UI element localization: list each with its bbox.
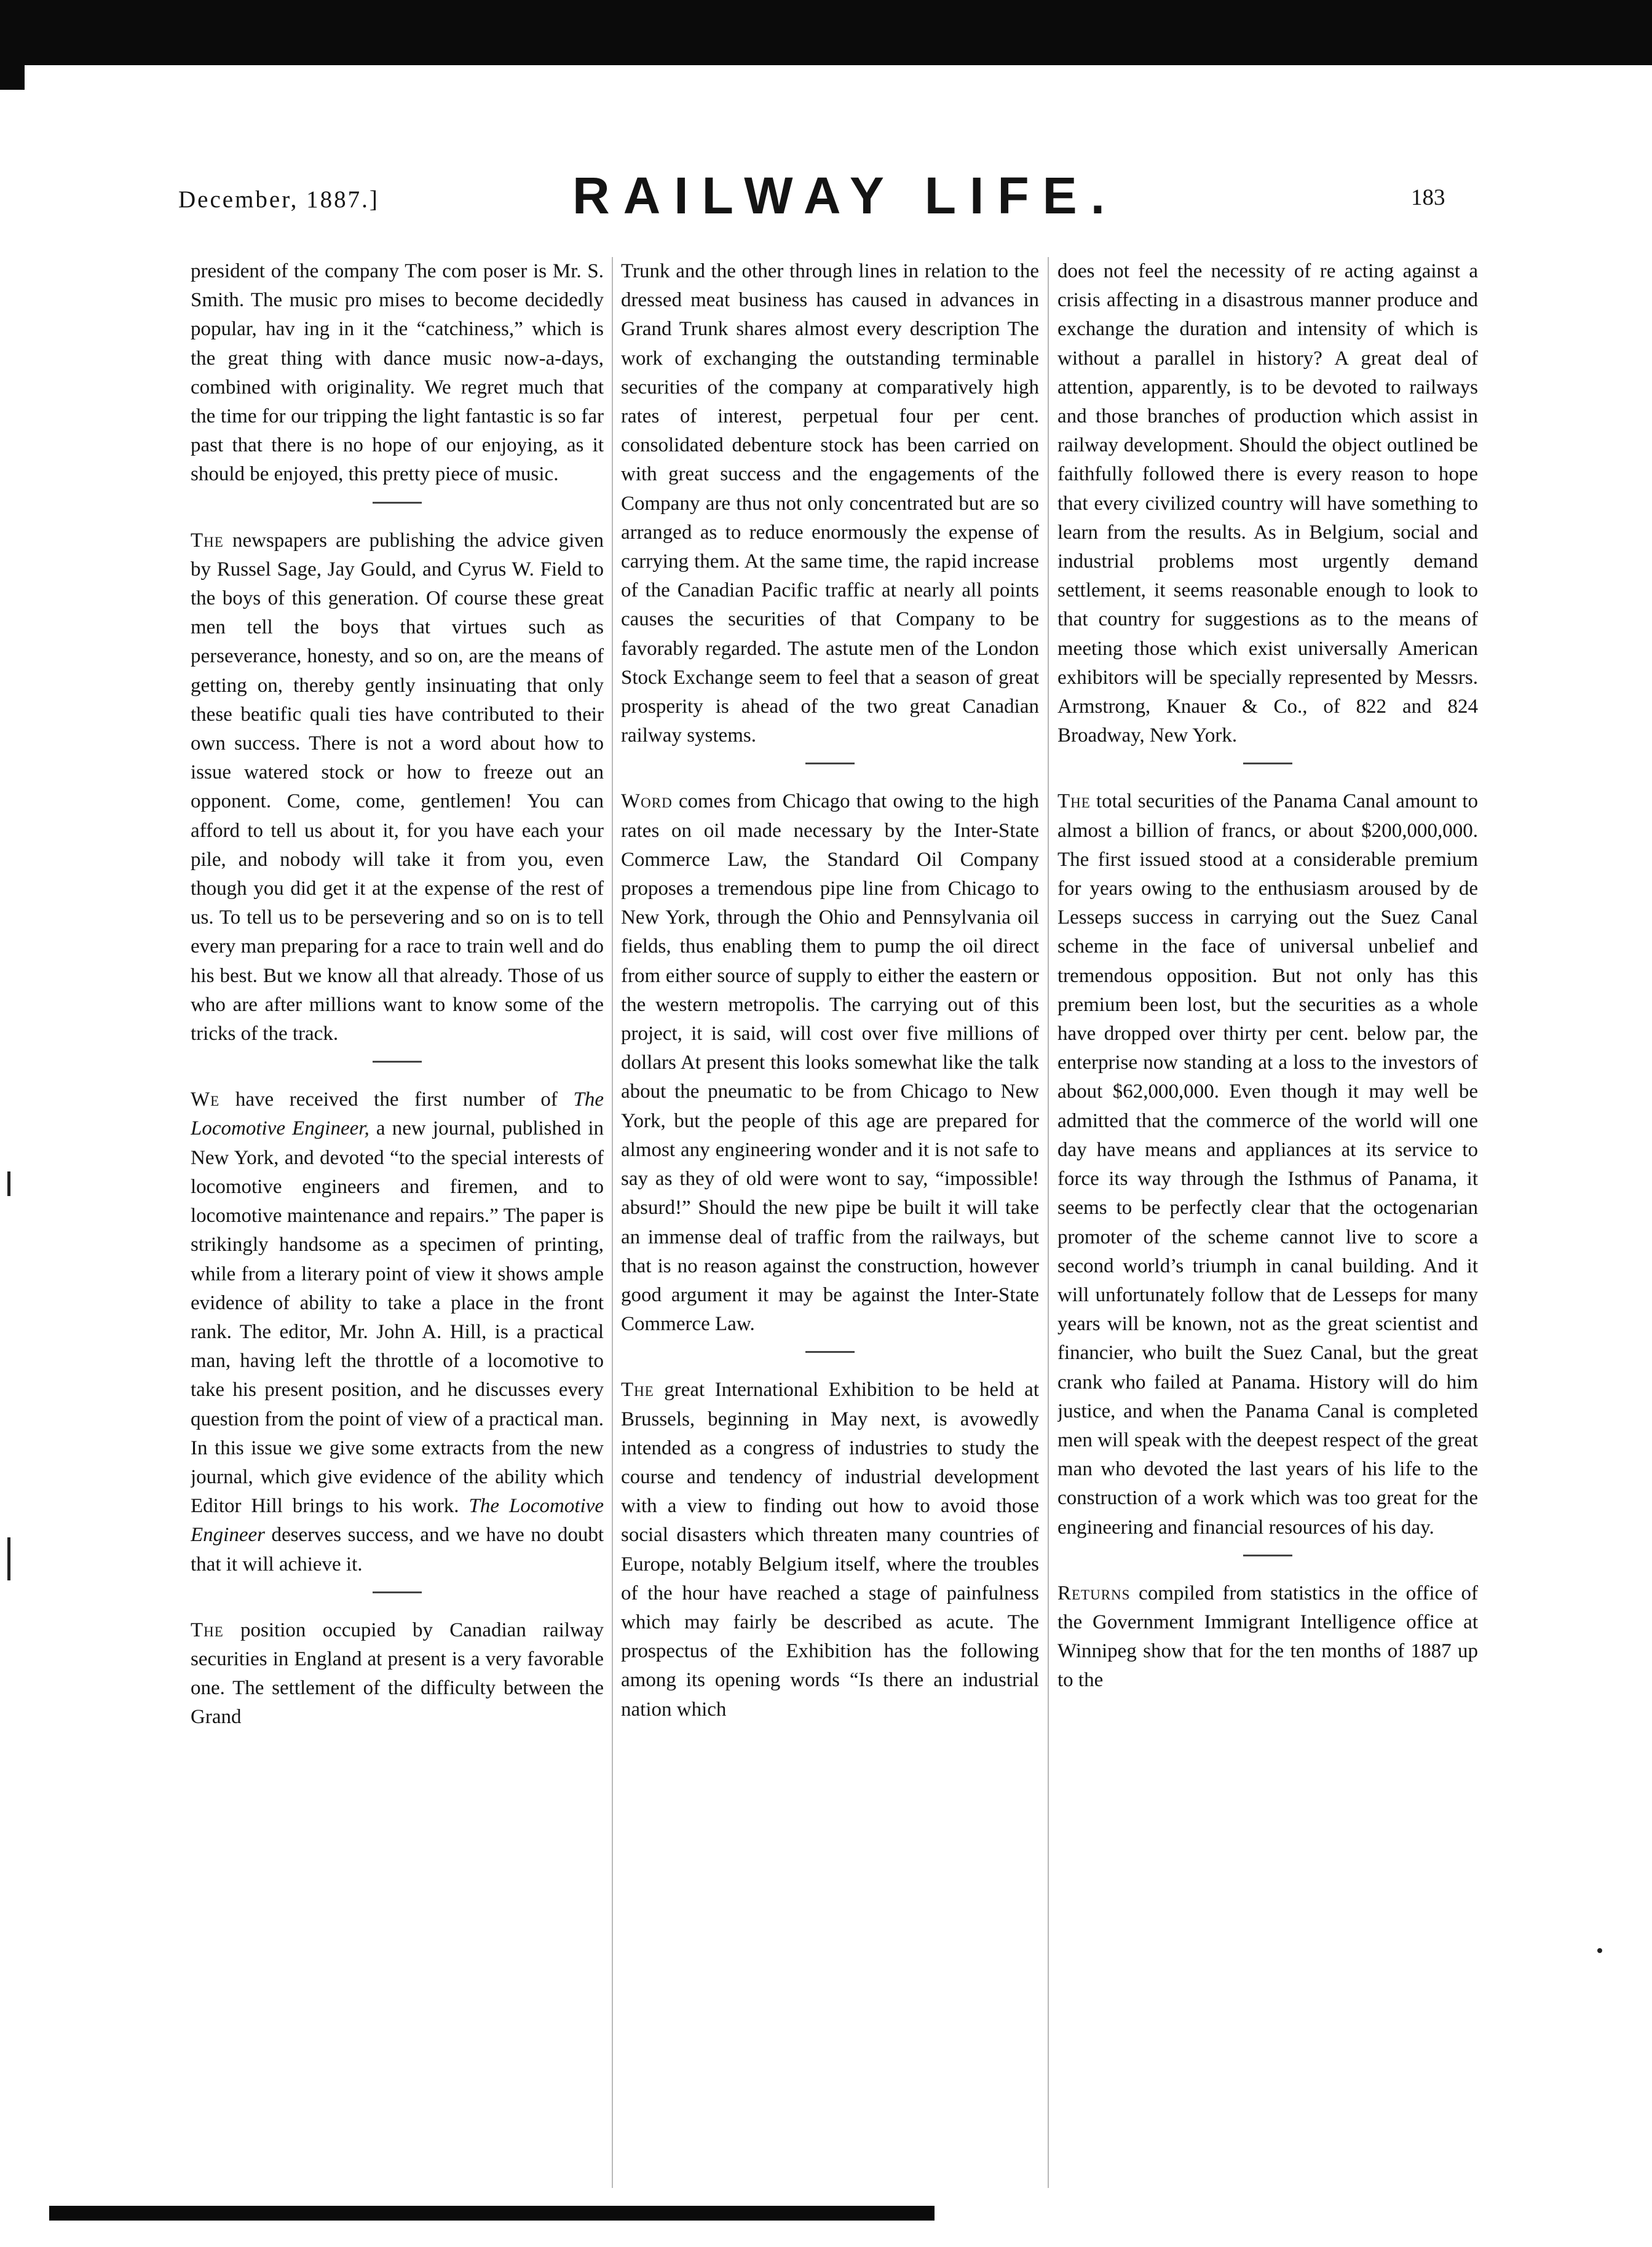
article-paragraph <box>191 526 604 1049</box>
scan-margin-mark <box>7 1537 10 1580</box>
section-separator <box>1243 1555 1292 1566</box>
lead-word: The <box>191 1619 224 1641</box>
paragraph-text: compiled from statistics in the office of the Government Immigrant Intelligence office at Winnipeg show that for the ten months of 1887 up to the <box>1057 1582 1478 1692</box>
section-separator <box>1243 763 1292 774</box>
text-column-1 <box>191 257 604 2188</box>
article-paragraph <box>621 1376 1039 1724</box>
page-number: 183 <box>1411 185 1445 210</box>
issue-date: December, 1887.] <box>178 186 379 213</box>
article-paragraph <box>621 787 1039 1339</box>
lead-word: The <box>621 1379 654 1401</box>
journal-title: The Locomotive Engineer <box>191 1495 604 1547</box>
text-column-2 <box>621 257 1039 2188</box>
lead-word: The <box>1057 790 1091 813</box>
paragraph-text: total securities of the Panama Canal amount to almost a billion of francs, or about $200,000,000. The first issued stood at a considerable premium for years owing to the enthusiasm aroused by de Lesseps success in carrying out the Suez Canal scheme in the face of universal unbelief and tremendous opposition. But not only has this premium been lost, but the securities as a whole have dropped over thirty per cent. below par, the enterprise now standing at a loss to the investors of about $62,000,000. Even though it may well be admitted that the commerce of the world will one day have means and appliances at its service to force its way through the Isthmus of Panama, it seems to be perfectly clear that the octogenarian promoter of the scheme cannot live to score a second world’s triumph in canal building. And it will unfortunately follow that de Lesseps for many years will be known, not as the great scientist and financier, who built the Suez Canal, but the great crank who failed at Panama. History will do him justice, and when the Panama Canal is completed men will speak with the deepest respect of the great man who devoted the last years of his life to the construction of a work which was too great for the engineering and financial resources of his day. <box>1057 790 1478 1539</box>
scan-corner-mark <box>0 65 25 90</box>
page-header <box>0 166 1652 224</box>
article-paragraph <box>1057 257 1478 750</box>
article-paragraph <box>191 1616 604 1732</box>
scan-top-border <box>0 0 1652 65</box>
section-separator <box>805 1351 855 1363</box>
section-separator <box>373 502 422 513</box>
column-rule <box>612 257 613 2188</box>
paragraph-text: comes from Chicago that owing to the high rates on oil made necessary by the Inter-State Commerce Law, the Standard Oil Company proposes a tremendous pipe line from Chicago to New York, through the Ohio and Pennsylvania oil fields, thus enabling them to pump the oil direct from either source of supply to either the eastern or the western metropolis. The carrying out of this project, it is said, will cost over five millions of dollars At present this looks somewhat like the talk about the pneumatic to be from Chicago to New York, but the people of this age are prepared for almost any engineering wonder and it is not safe to say as they of old were wont to say, “impossible! absurd!” Should the new pipe be built it will take an immense deal of traffic from the railways, but that is no reason against the construction, however good argument it may be against the Inter-State Commerce Law. <box>621 790 1039 1336</box>
text-column-3 <box>1057 257 1478 2188</box>
article-paragraph <box>1057 1579 1478 1695</box>
article-paragraph <box>621 257 1039 750</box>
column-rule <box>1048 257 1049 2188</box>
article-paragraph <box>191 1085 604 1579</box>
masthead-title: RAILWAY LIFE. <box>572 167 1119 224</box>
paragraph-text: a new journal, published in New York, and devoted “to the special interests of locomotive engineers and firemen, and to locomotive maintenance and repairs.” The paper is strikingly handsome as a specimen of printing, while from a literary point of view it shows ample evidence of ability to take a place in the front rank. The editor, Mr. John A. Hill, is a practical man, having left the throttle of a locomotive to take his present position, and he discusses every question from the point of view of a practical man. In this issue we give some extracts from the new journal, which give evidence of the ability which Editor Hill brings to his work. <box>191 1117 604 1518</box>
lead-word: We <box>191 1088 220 1111</box>
journal-title: The Locomotive Engineer, <box>191 1088 604 1140</box>
paragraph-text: does not feel the necessity of re acting against a crisis affecting in a disastrous manner produce and exchange the duration and intensity of which is without a parallel in history? A great deal of attention, apparently, is to be devoted to railways and those branches of production which assist in railway development. Should the object outlined be faithfully followed there is every reason to hope that every civilized country will have something to learn from the results. As in Belgium, social and industrial problems most urgently demand settlement, it seems reasonable enough to look to that country for suggestions as to the means of meeting those which exist universally American exhibitors will be specially represented by Messrs. Armstrong, Knauer & Co., of 822 and 824 Broadway, New York. <box>1057 260 1478 747</box>
paragraph-text: newspapers are publishing the advice given by Russel Sage, Jay Gould, and Cyrus W. Field to the boys of this generation. Of course these great men tell the boys that virtues such as perseverance, honesty, and so on, are the means of getting on, thereby gently insinuating that only these beatific quali ties have contributed to their own success. There is not a word about how to issue watered stock or how to freeze out an opponent. Come, come, gentlemen! You can afford to tell us about it, for you have each your pile, and nobody will take it from you, even though you did get it at the expense of the rest of us. To tell us to be persevering and so on is to tell every man preparing for a race to train well and do his best. But we know all that already. Those of us who are after millions want to know some of the tricks of the track. <box>191 529 604 1045</box>
scan-margin-mark <box>7 1171 10 1196</box>
section-separator <box>373 1061 422 1072</box>
scan-margin-dot <box>1597 1948 1602 1953</box>
lead-word: Returns <box>1057 1582 1131 1604</box>
paragraph-text: president of the company The com poser is Mr. S. Smith. The music pro mises to become decidedly popular, hav ing in it the “catchiness,” which is the great thing with dance music now-a-days, combined with originality. We regret much that the time for our tripping the light fantastic is so far past that there is no hope of our enjoying, as it should be enjoyed, this pretty piece of music. <box>191 260 604 486</box>
lead-word: Word <box>621 790 673 813</box>
section-separator <box>805 763 855 774</box>
paragraph-text: deserves success, and we have no doubt that it will achieve it. <box>191 1524 604 1575</box>
section-separator <box>373 1591 422 1603</box>
lead-word: The <box>191 529 224 552</box>
paragraph-text: Trunk and the other through lines in relation to the dressed meat business has caused in advances in Grand Trunk shares almost every description The work of exchanging the outstanding terminable securities of the company at comparatively high rates of interest, perpetual four per cent. consolidated debenture stock has been carried on with great success and the engagements of the Company are thus not only concentrated but are so arranged as to reduce enormously the expense of carrying them. At the same time, the rapid increase of the Canadian Pacific traffic at nearly all points causes the securities of that Company to be favorably regarded. The astute men of the London Stock Exchange seem to feel that a season of great prosperity is ahead of the two great Canadian railway systems. <box>621 260 1039 747</box>
paragraph-text: great International Exhibition to be held at Brussels, beginning in May next, is avowedly intended as a congress of industries to study the course and tendency of industrial development with a view to finding out how to avoid those social disasters which threaten many countries of Europe, notably Belgium itself, where the troubles of the hour have reached a stage of painfulness which may fairly be described as acute. The prospectus of the Exhibition has the following among its opening words “Is there an industrial nation which <box>621 1379 1039 1721</box>
paragraph-text: have received the first number of <box>219 1088 574 1111</box>
article-paragraph <box>191 257 604 489</box>
paragraph-text: position occupied by Canadian railway securities in England at present is a very favorable one. The settlement of the difficulty between the Grand <box>191 1619 604 1729</box>
scan-bottom-border <box>49 2206 935 2221</box>
article-paragraph <box>1057 787 1478 1542</box>
